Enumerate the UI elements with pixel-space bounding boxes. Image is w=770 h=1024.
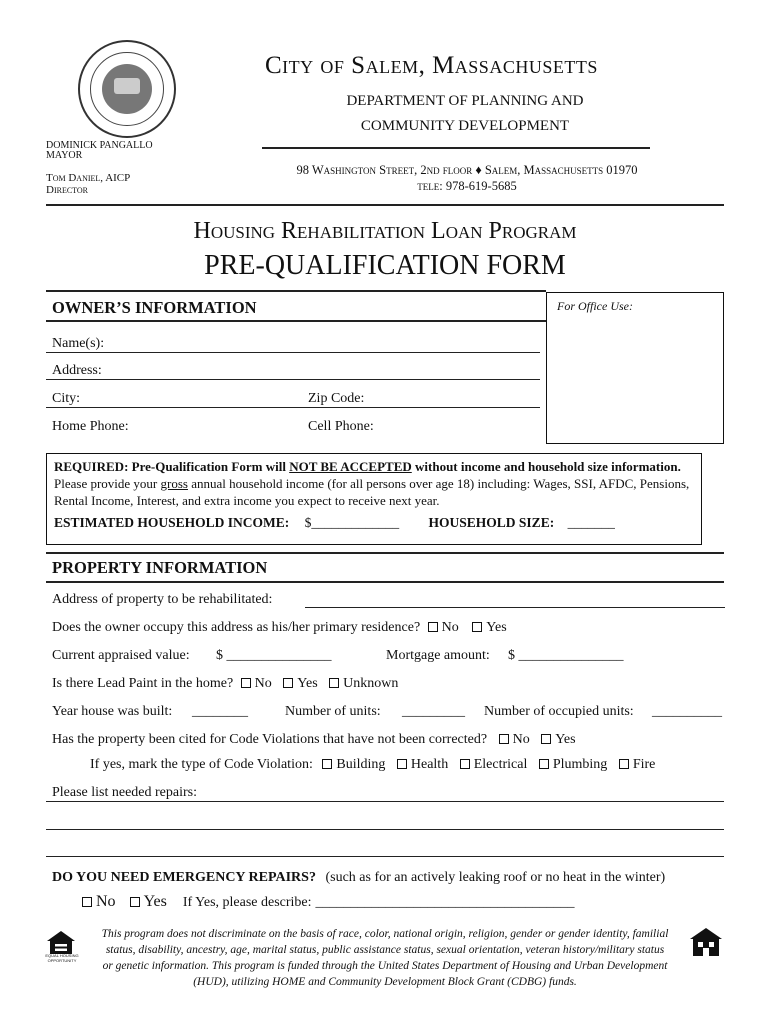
lead-question: Is there Lead Paint in the home? [52, 676, 234, 691]
mortgage-input[interactable]: $ _______________ [508, 648, 624, 663]
required-rest: without income and household size information. [415, 459, 681, 474]
mortgage-label: Mortgage amount: [386, 648, 490, 663]
checkbox[interactable] [241, 678, 251, 688]
office-use-label: For Office Use: [557, 299, 633, 313]
address-field[interactable] [46, 363, 540, 380]
dept-line-1: DEPARTMENT OF PLANNING AND [346, 93, 584, 109]
footer-disclaimer: This program does not discriminate on the basis of race, color, national origin, religion, gender or gender identity, familial status, disability, ancestry, age, marital status, public assistance status, sexual orientation, veteran history/military status or genetic information. This program is funded through the United States Department of Housing and Urban Development (HUD), utilizing HOME and Community Development Block Grant (CDBG) funds. [101, 928, 669, 988]
required-lead: REQUIRED: Pre-Qualification Form will [54, 459, 286, 474]
household-size-label: HOUSEHOLD SIZE: [428, 515, 555, 530]
repairs-line-3[interactable] [46, 855, 724, 857]
office-address: 98 Washington Street, 2nd floor ♦ Salem, Massachusetts 01970 tele: 978-619-5685 [296, 163, 638, 193]
checkbox[interactable] [329, 678, 339, 688]
num-units-input[interactable]: _________ [402, 704, 465, 719]
owner-heading-rule [46, 320, 546, 322]
checkbox[interactable] [82, 897, 92, 907]
checkbox[interactable] [619, 759, 629, 769]
checkbox[interactable] [322, 759, 332, 769]
property-address-input[interactable] [305, 606, 725, 608]
hud-logo-icon [688, 927, 724, 957]
office-use-box [546, 292, 724, 444]
checkbox[interactable] [472, 622, 482, 632]
occupy-row [52, 620, 507, 636]
not-accepted-text: NOT BE ACCEPTED [289, 459, 412, 474]
code-type-row [90, 757, 655, 773]
year-built-label: Year house was built: [52, 704, 173, 719]
fire-option[interactable]: Fire [619, 757, 656, 772]
occupied-units-label: Number of occupied units: [484, 704, 634, 719]
describe-input[interactable]: _____________________________________ [315, 895, 575, 910]
lead-paint-row [52, 676, 398, 692]
address-question: Address of property to be rehabilitated: [52, 592, 273, 607]
gross-word: gross [160, 476, 188, 491]
required-income-box [46, 453, 702, 545]
lead-unknown-option[interactable]: Unknown [329, 676, 398, 691]
checkbox[interactable] [283, 678, 293, 688]
city-seal [78, 40, 176, 138]
property-heading-rule [46, 581, 724, 583]
cell-phone-label: Cell Phone: [308, 419, 374, 434]
owner-top-rule [46, 290, 546, 292]
checkbox[interactable] [460, 759, 470, 769]
checkbox[interactable] [499, 734, 509, 744]
plumbing-option[interactable]: Plumbing [539, 757, 607, 772]
income-input[interactable]: $_____________ [304, 515, 400, 530]
property-top-rule [46, 552, 724, 554]
emergency-row [52, 870, 665, 886]
zip-label: Zip Code: [308, 391, 365, 406]
owner-heading: OWNER’S INFORMATION [52, 298, 257, 317]
form-title: PRE-QUALIFICATION FORM [204, 250, 566, 281]
required-body-b: annual household income (for all persons over age 18) including: Wages, SSI, AFDC, Pensions, Rental Income, Interest, and extra income you expect to receive next year. [54, 476, 690, 508]
address-label: Address: [52, 363, 102, 378]
city-title: City of Salem, Massachusetts [265, 52, 598, 79]
code-question: Has the property been cited for Code Violations that have not been corrected? [52, 732, 488, 747]
required-body-a: Please provide your [54, 476, 158, 491]
director-name: Tom Daniel, AICP [46, 172, 131, 184]
emergency-options [82, 893, 575, 911]
est-income-label: ESTIMATED HOUSEHOLD INCOME: [54, 515, 290, 530]
lead-no-option[interactable]: No [241, 676, 272, 691]
lead-yes-option[interactable]: Yes [283, 676, 317, 691]
occupy-yes-option[interactable]: Yes [472, 620, 506, 635]
describe-label: If Yes, please describe: [182, 895, 312, 910]
building-option[interactable]: Building [322, 757, 385, 772]
occupied-units-input[interactable]: __________ [652, 704, 722, 719]
names-label: Name(s): [52, 336, 105, 351]
names-field[interactable] [46, 336, 540, 353]
code-no-option[interactable]: No [499, 732, 530, 747]
repairs-field[interactable] [46, 785, 724, 802]
property-heading: PROPERTY INFORMATION [52, 558, 268, 577]
code-yes-option[interactable]: Yes [541, 732, 575, 747]
header-bottom-rule [46, 204, 724, 206]
city-zip-row [46, 391, 540, 408]
director-title: Director [46, 184, 89, 196]
year-built-input[interactable]: ________ [192, 704, 248, 719]
program-title: Housing Rehabilitation Loan Program [193, 218, 577, 244]
emergency-question: DO YOU NEED EMERGENCY REPAIRS? [52, 870, 316, 885]
checkbox[interactable] [130, 897, 140, 907]
occupy-no-option[interactable]: No [428, 620, 459, 635]
emergency-no-option[interactable]: No [82, 893, 116, 910]
checkbox[interactable] [539, 759, 549, 769]
checkbox[interactable] [397, 759, 407, 769]
mayor-title: MAYOR [46, 150, 83, 161]
emergency-hint: (such as for an actively leaking roof or no heat in the winter) [325, 870, 666, 885]
code-type-label: If yes, mark the type of Code Violation: [90, 757, 313, 772]
repairs-line-2[interactable] [46, 828, 724, 830]
checkbox[interactable] [428, 622, 438, 632]
city-label: City: [52, 391, 81, 406]
checkbox[interactable] [541, 734, 551, 744]
mayor-name: DOMINICK PANGALLO [46, 140, 153, 151]
electrical-option[interactable]: Electrical [460, 757, 528, 772]
eho-label: EQUAL HOUSING OPPORTUNITY [45, 953, 79, 963]
appraised-label: Current appraised value: [52, 648, 190, 663]
emergency-yes-option[interactable]: Yes [130, 893, 167, 910]
repairs-label: Please list needed repairs: [52, 785, 198, 800]
num-units-label: Number of units: [285, 704, 381, 719]
home-phone-label: Home Phone: [52, 419, 129, 434]
health-option[interactable]: Health [397, 757, 448, 772]
code-violation-row [52, 732, 576, 748]
household-size-input[interactable]: _______ [567, 515, 615, 530]
appraised-input[interactable]: $ _______________ [216, 648, 332, 663]
header-divider [262, 147, 650, 149]
dept-line-2: COMMUNITY DEVELOPMENT [360, 118, 570, 134]
occupy-question: Does the owner occupy this address as his/her primary residence? [52, 620, 421, 635]
